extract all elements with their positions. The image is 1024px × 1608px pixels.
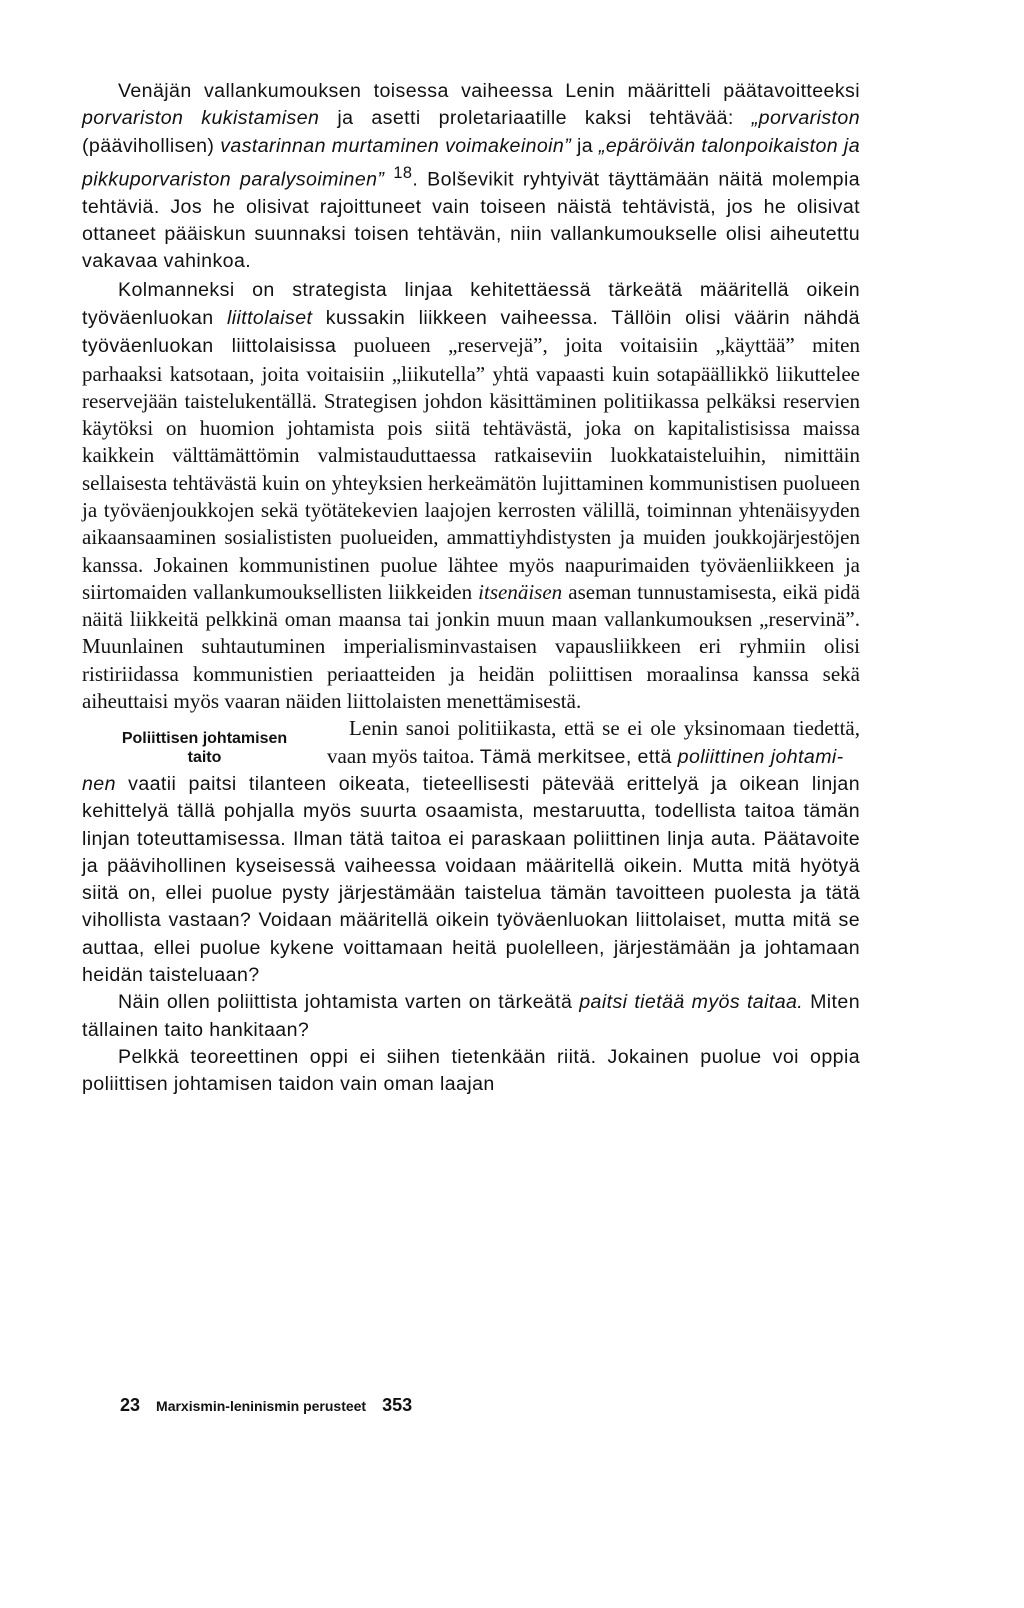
paragraph-2: Kolmanneksi on strategista linjaa kehitettäessä tärkeätä määritellä oikein työväenluokan liittolaiset kussakin liikkeen vaiheessa. Tällöin olisi väärin nähdä työväenluokan liittolaisissa puolueen „reservejä”, joita voitaisiin „käyttää” miten parhaaksi katsotaan, joita voitaisiin „liikutella” yhtä vapaasti kuin sotapäällikkö liikuttelee reservejään taistelukentällä. Strategisen johdon käsittäminen politiikassa pelkäksi reservien käytöksi on huomion johtamista pois siitä tehtävästä, joka on kapitalistisissa maissa kaikkein välttämättömin valmistauduttaessa ratkaiseviin luokkataisteluihin, nimittäin sellaisesta tehtävästä kuin on yhteyksien herkeämätön lujittaminen kommunistisen puolueen ja työväenjoukkojen sekä työtätekevien laajojen kerrosten välillä, toiminnan yhtenäisyyden aikaansaaminen sosialististen puolueiden, ammattiyhdistysten ja muiden joukkojärjestöjen kanssa. Jokainen kommunistinen puolue lähtee myös naapurimaiden työväenliikkeen ja siirtomaiden vallankumouksellisten liikkeiden itsenäisen aseman tunnustamisesta, eikä pidä näitä liikkeitä pelkkinä oman maansa tai jonkin muun maan vallankumouksen „reservinä”. Muunlainen suhtautuminen imperialisminvastaisen vapausliikkeen eri ryhmiin olisi ristiriidassa kommunistien periaatteiden ja heidän poliittisen moraalinsa kanssa sekä aiheuttaisi myös vaaran näiden liittolaisten menettämisestä.	[82, 278, 860, 714]
signature-number: 23	[120, 1395, 141, 1415]
paragraph-3-continuation: nen vaatii paitsi tilanteen oikeata, tieteellisesti pätevää erittelyä ja oikean linjan kehittelyä tällä pohjalla myös suurta osaamista, mestaruutta, todellista taitoa tämän linjan toteuttamisessa. Ilman tätä taitoa ei paraskaan poliittinen linja auta. Päätavoite ja päävihollinen kyseisessä vaiheessa voidaan määritellä oikein. Mutta mitä hyötyä siitä on, ellei puolue pysty järjestämään taistelua tämän tavoitteen puolesta ja tätä vihollista vastaan? Voidaan määritellä oikein työväenluokan liittolaiset, mutta mitä se auttaa, ellei puolue kykene voittamaan heitä puolelleen, järjestämään ja johtamaan heidän taisteluaan?	[82, 772, 860, 987]
paragraph-4: Näin ollen poliittista johtamista varten on tärkeätä paitsi tietää myös taitaa. Miten tällainen taito hankitaan?	[82, 991, 860, 1041]
page-body	[82, 78, 860, 1099]
marginal-heading-line-1: Poliittisen johtamisen	[121, 730, 288, 748]
page-number: 353	[382, 1395, 413, 1415]
paragraph-3-start: Lenin sanoi politiikasta, että se ei ole yksinomaan tiedettä, vaan myös taitoa. Tämä merkitsee, että poliittinen johtami-	[327, 716, 860, 768]
marginal-heading	[82, 715, 327, 767]
paragraph-5: Pelkkä teoreettinen oppi ei siihen tietenkään riitä. Jokainen puolue voi oppia poliittisen johtamisen taidon vain oman laajan	[82, 1045, 860, 1096]
paragraph-1: Venäjän vallankumouksen toisessa vaiheessa Lenin määritteli päätavoitteeksi porvariston kukistamisen ja asetti proletariaatille kaksi tehtävää: „porvariston (päävihollisen) vastarinnan murtaminen voimakeinoin” ja „epäröivän talonpoikaiston ja pikkuporvariston paralysoiminen” $^{18}$. Bolševikit ryhtyivät täyttämään näitä molempia tehtäviä. Jos he olisivat rajoittuneet vain toiseen näistä tehtävistä, jos he olisivat ottaneet pääiskun suunnaksi toisen tehtävän, niin vallankumoukselle olisi aiheutettu vakavaa vahinkoa.	[82, 80, 861, 273]
sidenote-block	[82, 715, 860, 771]
page-footer	[120, 1395, 412, 1416]
running-book-title: Marxismin-leninismin perusteet	[156, 1398, 367, 1414]
marginal-heading-line-2: taito	[187, 749, 222, 767]
